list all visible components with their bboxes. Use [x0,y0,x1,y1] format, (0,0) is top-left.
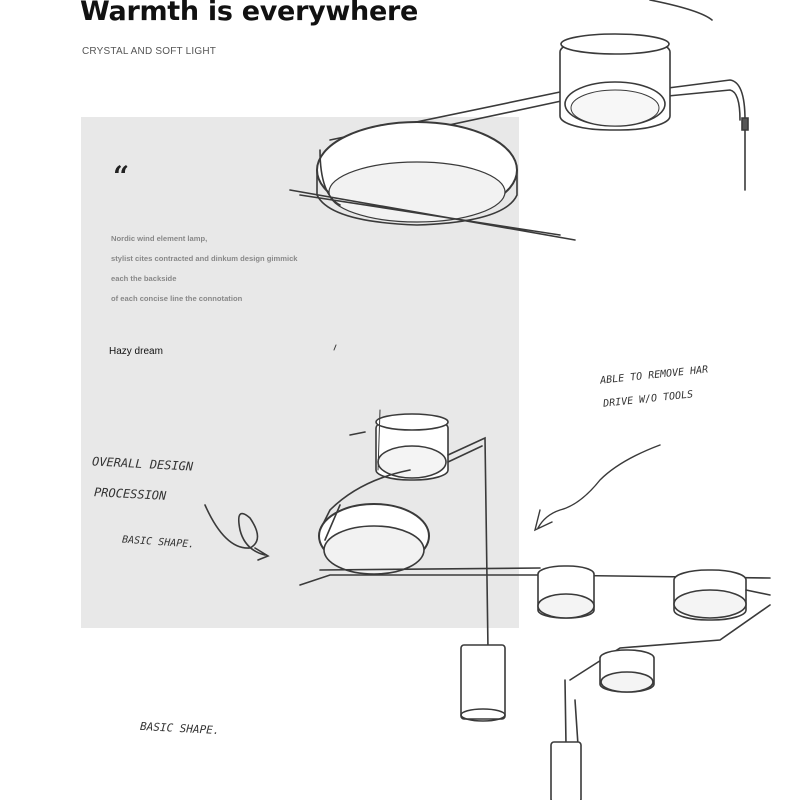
description-line: Nordic wind element lamp, [111,234,208,243]
note-able-remove: ABLE TO REMOVE HAR [599,364,709,387]
doodle-curl [205,505,268,560]
description-line: each the backside [111,274,177,283]
note-drive-tools: DRIVE W/O TOOLS [602,389,694,410]
note-basic-shape-lower: BASIC SHAPE. [139,719,220,738]
subheadline: CRYSTAL AND SOFT LIGHT [82,46,217,57]
description-block [111,229,298,309]
quote-mark: “ [113,160,130,193]
pendant-cylinder-left [461,645,505,719]
note-procession: PROCESSION [93,485,167,503]
description-line: of each concise line the connotation [111,294,243,303]
headline: Warmth is everywhere [80,0,418,27]
annotation-arrow [535,445,660,530]
description-line: stylist cites contracted and dinkum design gimmick [111,254,298,263]
caption-hazy-dream: Hazy dream [109,346,163,357]
note-basic-shape-upper: BASIC SHAPE. [121,534,195,551]
pendant-cylinder-right [551,742,581,800]
note-overall-design: OVERALL DESIGN [91,454,194,474]
